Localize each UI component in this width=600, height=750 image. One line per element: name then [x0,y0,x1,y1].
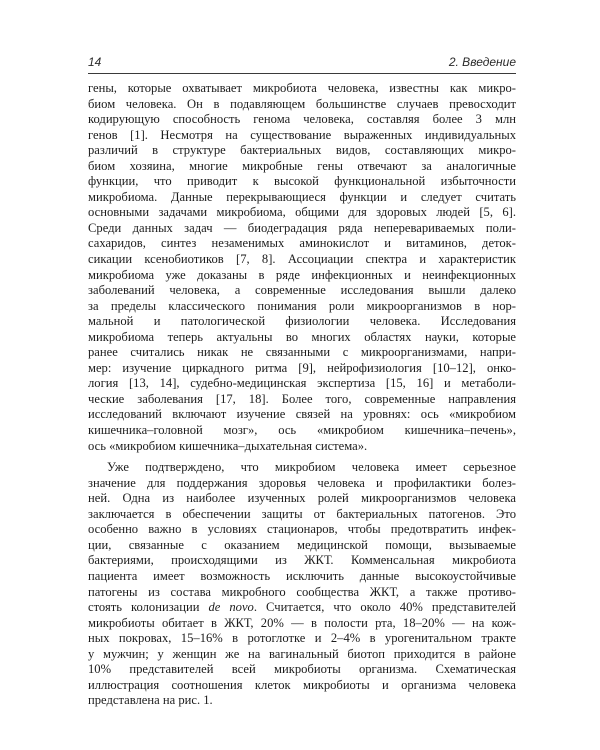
text-line: сахаридов, синтез незаменимых аминокислот и витаминов, деток- [88,236,516,251]
text-line: ось «микробиом кишечника–дыхательная система». [88,438,368,453]
page-number: 14 [88,55,102,69]
text-line: мальной и патологической физиологии человека. Исследования [88,314,516,329]
text-line: 10% представителей всей микробиоты организма. Схематическая [88,662,516,677]
text-line: мер: изучение циркадного ритма [9], нейрофизиология [10–12], онко- [88,360,516,375]
text-line: различий в структуре бактериальных видов, составляющих микро- [88,143,516,158]
text-line: патогены из состава микробного сообщества ЖКТ, а также противо- [88,584,516,599]
text-line: микробиома уже доказаны в ряде инфекционных и неинфекционных [88,267,516,282]
text-line: биом человека. Он в подавляющем большинстве случаев превосходит [88,96,516,111]
text-line: ранее считались никак не связанными с микроорганизмами, напри- [88,345,516,360]
text-line: особенно важно в условиях стационаров, чтобы предотвратить инфек- [88,522,516,537]
text-line: Уже подтверждено, что микробиом человека имеет серьезное [107,460,516,475]
text-line: микробиома теперь актуальны во многих областях науки, которые [88,329,516,344]
text-line: ней. Одна из наиболее изученных ролей микроорганизмов человека [88,491,516,506]
paragraph [88,81,516,454]
text-line: ции, связанные с оказанием медицинской помощи, вызываемые [88,537,516,552]
running-header [88,53,516,74]
text-line: микробиома. Данные перекрывающиеся функции и следует считать [88,189,516,204]
text-line: логия [13, 14], судебно-медицинская экспертиза [15, 16] и метаболи- [88,376,516,391]
text-line: сикации ксенобиотиков [7, 8]. Ассоциации спектра и характеристик [88,252,516,267]
text-line: заключается в обеспечении защиты от бактериальных патогенов. Это [88,506,516,521]
text-line: микробиоты обитает в ЖКТ, 20% — в полости рта, 18–20% — на кож- [88,615,516,630]
text-line: функции, что приводит к высокой функциональной избыточности [88,174,516,189]
text-segment: . Считается, что около 40% представителей [253,600,516,615]
text-line: за пределы классического понимания роли микроорганизмов в нор- [88,298,516,313]
text-line: Среди данных задач — биодеградация ряда неперевариваемых поли- [88,220,516,235]
text-line: пациента имеет возможность исключить данные высокоустойчивые [88,568,516,583]
section-title: 2. Введение [448,55,516,69]
text-line: бактериями, происходящими из ЖКТ. Комменсальная микробиота [88,553,516,568]
text-line: кодирующую способность генома человека, составляя более 3 млн [88,112,516,127]
text-line: иллюстрация соотношения клеток микробиоты и организма человека [88,677,516,692]
text-segment: стоять колонизации [88,600,209,615]
text-line: заболеваний человека, а современные исследования вышли далеко [88,283,516,298]
latin-term: de novo [208,600,254,615]
text-line: генов [1]. Несмотря на существование выраженных индивидуальных [88,127,516,142]
text-line [88,600,516,616]
body-text [88,81,516,709]
text-line: у мужчин; у женщин же на вагинальный биотоп приходится в районе [88,646,516,661]
text-line: ных покровах, 15–16% в ротоглотке и 2–4% в урогенитальном тракте [88,631,516,646]
text-line: представлена на рис. 1. [88,693,213,708]
text-line: ческие заболевания [17, 18]. Более того, современные направления [88,391,516,406]
text-line: значение для поддержания здоровья человека и профилактики болез- [88,475,516,490]
paragraph [88,460,516,709]
text-line: основными задачами микробиома, общими для здоровых людей [5, 6]. [88,205,516,220]
text-line: исследований включают изучение связей на уровнях: ось «микробиом [88,407,516,422]
text-line: кишечника–головной мозг», ось «микробиом кишечника–печень», [88,423,516,438]
text-line: биом хозяина, многие микробные гены отвечают за аналогичные [88,158,516,173]
text-line: гены, которые охватывает микробиота человека, известны как микро- [88,81,516,95]
